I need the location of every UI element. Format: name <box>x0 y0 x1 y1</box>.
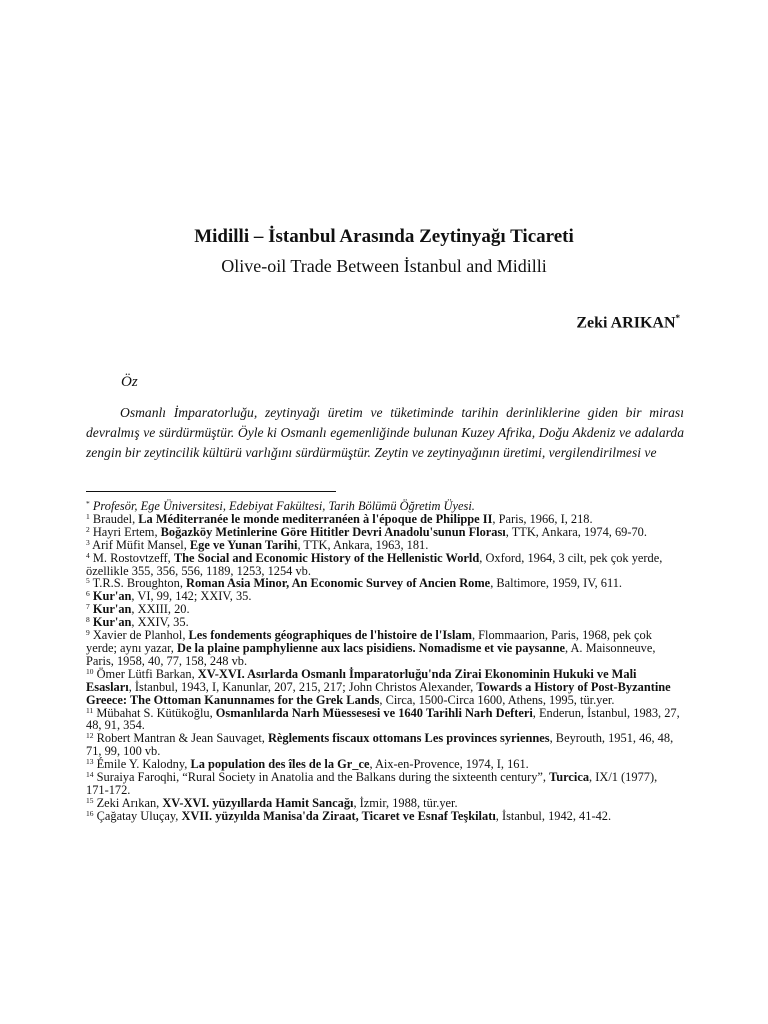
footnote-citation-text: Mübahat S. Kütükoğlu, <box>96 705 216 720</box>
footnote-citation-text: , TTK, Ankara, 1974, 69-70. <box>505 524 647 539</box>
footnote-work-title: Turcica <box>549 770 590 785</box>
footnote-text <box>86 551 662 578</box>
footnote-citation-text: Émile Y. Kalodny, <box>96 757 191 772</box>
footnote-mark: 13 <box>86 757 94 767</box>
footnote-mark: 5 <box>86 576 90 586</box>
footnote-text <box>97 796 458 810</box>
footnote-text <box>93 589 252 603</box>
footnote-citation-text: , Paris, 1966, I, 218. <box>492 511 593 526</box>
author-footnote-mark: * <box>675 313 680 323</box>
footnote-9 <box>86 629 682 668</box>
footnote-citation-text: , Oxford, 1964, 3 cilt, pek çok yerde, özellikle 355, 356, 556, 1189, 1253, 1254 vb. <box>86 550 663 578</box>
footnote-4 <box>86 552 682 578</box>
footnote-citation-text: , TTK, Ankara, 1963, 181. <box>297 537 429 552</box>
footnote-citation-text: Ömer Lütfi Barkan, <box>96 666 198 681</box>
abstract-text: Osmanlı İmparatorluğu, zeytinyağı üretim ve tüketiminde tarihin derinliklerine giden bir mirası devralmış ve sürdürmüştür. Öyle ki Osmanlı egemenliğinde bulunan Kuzey Afrika, Doğu Akdeniz ve adalarda zengin bir zeytincilik kültürü varlığını sürdürmüştür. Zeytin ve zeytinyağının üretimi, vergilendirilmesi ve <box>86 405 684 460</box>
footnote-text <box>93 615 189 629</box>
footnote-citation-text: , Aix-en-Provence, 1974, I, 161. <box>369 757 529 772</box>
footnote-citation-text: , A. Maisonneuve, Paris, 1958, 40, 77, 158, 248 vb. <box>86 640 656 668</box>
footnote-text <box>93 499 475 513</box>
footnote-text <box>97 757 529 771</box>
footnote-citation-text: , Beyrouth, 1951, 46, 48, 71, 99, 100 vb. <box>86 731 674 759</box>
footnote-citation-text: Çağatay Uluçay, <box>96 808 182 823</box>
footnote-citation-text: Robert Mantran & Jean Sauvaget, <box>96 731 268 746</box>
footnote-text <box>86 770 657 797</box>
footnote-work-title: Boğazköy Metinlerine Göre Hititler Devri Anadolu'sunun Florası <box>160 524 506 539</box>
footnote-mark: 15 <box>86 795 94 805</box>
footnote-mark: 16 <box>86 808 94 818</box>
footnote-citation-text: , İstanbul, 1943, I, Kanunlar, 207, 215, 217; John Christos Alexander, <box>128 679 477 694</box>
footnote-text <box>93 525 647 539</box>
footnote-text <box>97 809 611 823</box>
footnote-citation-text: , VI, 99, 142; XXIV, 35. <box>131 589 252 604</box>
footnote-citation-text: , İzmir, 1988, tür.yer. <box>353 795 458 810</box>
footnote-10 <box>86 668 682 707</box>
footnote-work-title: Kur'an <box>92 589 132 604</box>
footnote-citation-text: Zeki Arıkan, <box>96 795 163 810</box>
paper-title: Midilli – İstanbul Arasında Zeytinyağı Ticareti <box>194 226 574 247</box>
footnote-work-title: Kur'an <box>92 615 132 630</box>
footnote-work-title: Les fondements géographiques de l'histoire de l'Islam <box>188 628 472 643</box>
footnote-mark: 8 <box>86 615 90 625</box>
footnote-work-title: XV-XVI. yüzyıllarda Hamit Sancağı <box>162 795 354 810</box>
footnote-mark: 11 <box>86 705 94 715</box>
footnote-text <box>92 538 428 552</box>
footnote-mark: 6 <box>86 589 90 599</box>
footnote-work-title: XV-XVI. Asırlarda Osmanlı İmparatorluğu'nda Zirai Ekonominin Hukuki ve Mali Esasları <box>86 666 637 694</box>
footnote-citation-text: , Baltimore, 1959, IV, 611. <box>490 576 622 591</box>
footnote-mark: 2 <box>86 524 90 534</box>
footnote-text <box>93 512 593 526</box>
footnote-citation-text: , İstanbul, 1942, 41-42. <box>495 808 612 823</box>
footnote-citation-text: Xavier de Planhol, <box>92 628 189 643</box>
footnote-mark: 7 <box>86 602 90 612</box>
footnote-text <box>93 602 190 616</box>
footnote-12 <box>86 732 682 758</box>
footnote-citation-text: , IX/1 (1977), 171-172. <box>86 770 658 797</box>
footnote-citation-text: , Flommaarion, Paris, 1968, pek çok yerde; aynı yazar, <box>86 628 652 655</box>
footnote-work-title: La Méditerranée le monde mediterranéen à l'époque de Philippe II <box>138 511 493 526</box>
footnote-work-title: Kur'an <box>92 602 132 617</box>
footnote-citation-text: Arif Müfit Mansel, <box>92 537 190 552</box>
footnote-work-title: De la plaine pamphylienne aux lacs pisidiens. Nomadisme et vie paysanne <box>177 640 565 655</box>
footnote-mark: 14 <box>86 770 94 780</box>
footnote-11 <box>86 707 682 733</box>
footnote-mark: * <box>86 499 90 508</box>
footnote-mark: 9 <box>86 628 90 638</box>
footnote-divider <box>86 491 336 492</box>
footnote-text <box>86 667 671 707</box>
footnote-16 <box>86 810 682 823</box>
footnote-citation-text: , XXIII, 20. <box>131 602 190 617</box>
footnote-mark: 3 <box>86 537 90 547</box>
footnote-work-title: Osmanlılarda Narh Müessesesi ve 1640 Tarihli Narh Defteri <box>215 705 533 720</box>
footnote-mark: 1 <box>86 511 90 521</box>
footnote-mark: 10 <box>86 666 94 676</box>
footnote-citation-text: , Enderun, İstanbul, 1983, 27, 48, 91, 354. <box>86 705 680 733</box>
footnote-citation-text: Braudel, <box>92 511 139 526</box>
footnote-text <box>93 576 622 590</box>
footnote-work-title: La population des îles de la Gr_ce <box>190 757 370 772</box>
footnote-citation-text: Hayri Ertem, <box>92 524 161 539</box>
footnote-text <box>86 628 655 668</box>
footnote-citation-text: , Circa, 1500-Circa 1600, Athens, 1995, tür.yer. <box>379 692 615 707</box>
footnote-work-title: XVII. yüzyılda Manisa'da Ziraat, Ticaret ve Esnaf Teşkilatı <box>181 808 496 823</box>
footnote-work-title: Roman Asia Minor, An Economic Survey of Ancien Rome <box>186 576 491 591</box>
author-name <box>576 313 680 332</box>
footnote-14 <box>86 771 682 797</box>
footnote-text <box>86 706 680 733</box>
footnote-work-title: The Social and Economic History of the Hellenistic World <box>173 550 480 565</box>
footnote-text <box>86 731 673 758</box>
footnotes <box>86 500 682 823</box>
footnote-citation-text: Profesör, Ege Üniversitesi, Edebiyat Fakültesi, Tarih Bölümü Öğretim Üyesi. <box>92 499 475 513</box>
footnote-work-title: Ege ve Yunan Tarihi <box>189 537 298 552</box>
footnote-citation-text: , XXIV, 35. <box>131 615 189 630</box>
footnote-mark: 12 <box>86 731 94 741</box>
abstract-heading: Öz <box>121 374 138 390</box>
footnote-citation-text: Suraiya Faroqhi, “Rural Society in Anatolia and the Balkans during the sixteenth century”, <box>96 770 550 785</box>
footnote-citation-text: M. Rostovtzeff, <box>92 550 174 565</box>
paper-subtitle: Olive-oil Trade Between İstanbul and Midilli <box>221 256 547 276</box>
footnote-work-title: Règlements fiscaux ottomans Les provinces syriennes <box>267 731 550 746</box>
footnote-work-title: Towards a History of Post-Byzantine Greece: The Ottoman Kanunnames for the Grek Lands <box>86 679 671 707</box>
footnote-mark: 4 <box>86 550 90 560</box>
footnote-citation-text: T.R.S. Broughton, <box>92 576 187 591</box>
author-name-text: Zeki ARIKAN <box>576 314 676 332</box>
